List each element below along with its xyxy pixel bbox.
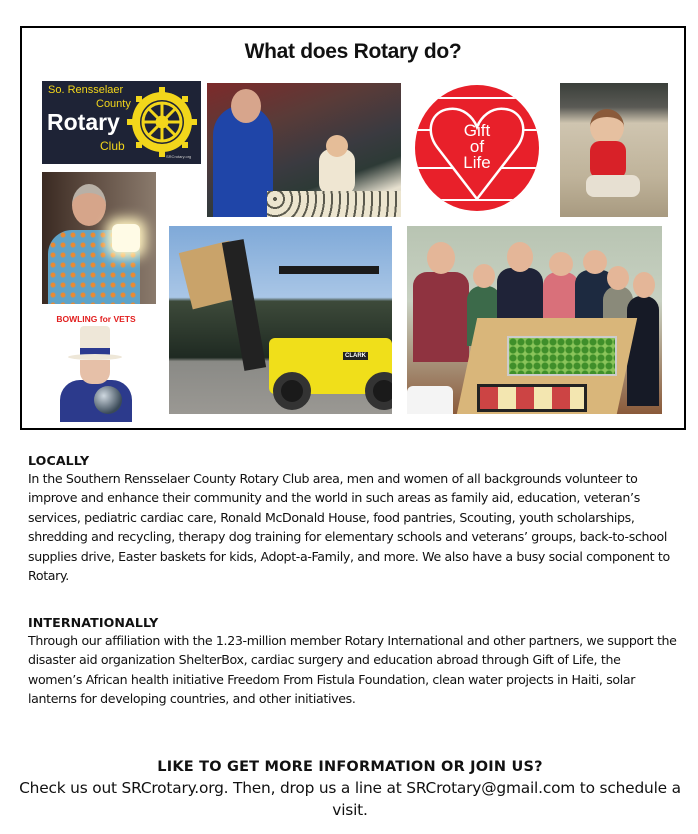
page-title: What does Rotary do?: [244, 40, 462, 63]
photo-figure: [633, 272, 655, 298]
gift-of-life-logo: [415, 85, 539, 211]
photo-figure: [583, 250, 607, 274]
photo-figure: [326, 135, 348, 157]
cta-heading: LIKE TO GET MORE INFORMATION OR JOIN US?: [157, 759, 543, 775]
photo-figure: [413, 272, 469, 362]
salad-tray: [507, 336, 617, 376]
photo-figure: [427, 242, 455, 274]
plate-stack: [407, 386, 453, 414]
internationally-heading: INTERNATIONALLY: [28, 615, 159, 630]
rotary-club-logo: [42, 81, 201, 164]
photo-figure: [549, 252, 573, 276]
locally-heading: LOCALLY: [28, 453, 90, 468]
bowling-for-vets-graphic: [46, 312, 146, 422]
locally-section: [28, 452, 678, 585]
photo-figure: [543, 272, 579, 322]
photo-forklift-recycling: [169, 226, 392, 414]
logo-website: SRCrotary.org: [166, 154, 192, 159]
forklift-brand: CLARK: [345, 353, 366, 359]
photo-collage-frame: [20, 26, 686, 430]
lantern-light: [112, 224, 140, 252]
website-link[interactable]: SRCrotary.org: [121, 779, 224, 797]
internationally-body: Through our affiliation with the 1.23-million member Rotary International and other partners, we support the disaster aid organization ShelterBox, cardiac surgery and education abroad through Gift of Life, the women’s African health initiative Freedom From Fistula Foundation, clean water projects in Haiti, solar lanterns for developing countries, and other initiatives.: [28, 633, 677, 707]
photo-child: [560, 83, 668, 217]
call-to-action: [16, 757, 684, 821]
photo-volunteers-food: [407, 226, 662, 414]
photo-figure: [607, 266, 629, 290]
forklift-mast: [222, 239, 266, 371]
photo-figure: [473, 264, 495, 288]
logo-line-2: County: [96, 98, 131, 110]
locally-body: In the Southern Rensselaer County Rotary Club area, men and women of all backgrounds volunteer to improve and enhance their community and the world in such areas as family aid, education, veteran’s services, pediatric cardiac care, Ronald McDonald House, food pantries, Scouting, youth scholarships, shredding and recycling, therapy dog training for elementary schools and veterans’ groups, back-to-school supplies drive, Easter baskets for kids, Adopt-a-Family, and more. We also have a busy social component to Rotary.: [28, 471, 670, 584]
photo-figure: [72, 184, 106, 226]
photo-solar-lantern: [42, 172, 156, 304]
rotary-wheel-icon: [127, 87, 197, 157]
bowling-ball-icon: [94, 386, 122, 414]
photo-quilt-fabric: [267, 191, 401, 217]
forklift-wheel: [365, 372, 392, 410]
cta-text-before: Check us out: [19, 779, 122, 797]
uncle-sam-hat: [80, 326, 110, 356]
internationally-section: [28, 614, 678, 709]
cta-text: [16, 777, 684, 821]
photo-figure: [231, 89, 261, 123]
forklift-wheel: [273, 372, 311, 410]
logo-line-3: Rotary: [47, 109, 120, 135]
photo-figure: [507, 242, 533, 272]
gift-line-1: Gift: [463, 121, 491, 140]
logo-line-1: So. Rensselaer: [48, 84, 124, 96]
bowling-caption: BOWLING for VETS: [56, 314, 136, 324]
cold-cut-tray: [477, 384, 587, 412]
gift-line-2: of: [469, 137, 485, 156]
cta-text-middle: . Then, drop us a line at: [223, 779, 407, 797]
photo-volunteers-quilting: [207, 83, 401, 217]
cta-text-after: to schedule a visit.: [332, 779, 681, 819]
photo-figure: [627, 296, 659, 406]
photo-figure: [590, 141, 626, 179]
gift-line-3: Life: [463, 153, 491, 172]
logo-line-4: Club: [100, 139, 125, 153]
forklift-cab: [279, 266, 379, 274]
photo-figure: [586, 175, 640, 197]
uncle-sam-face: [80, 360, 110, 384]
email-link[interactable]: SRCrotary@gmail.com: [406, 779, 576, 797]
photo-figure: [590, 109, 624, 145]
